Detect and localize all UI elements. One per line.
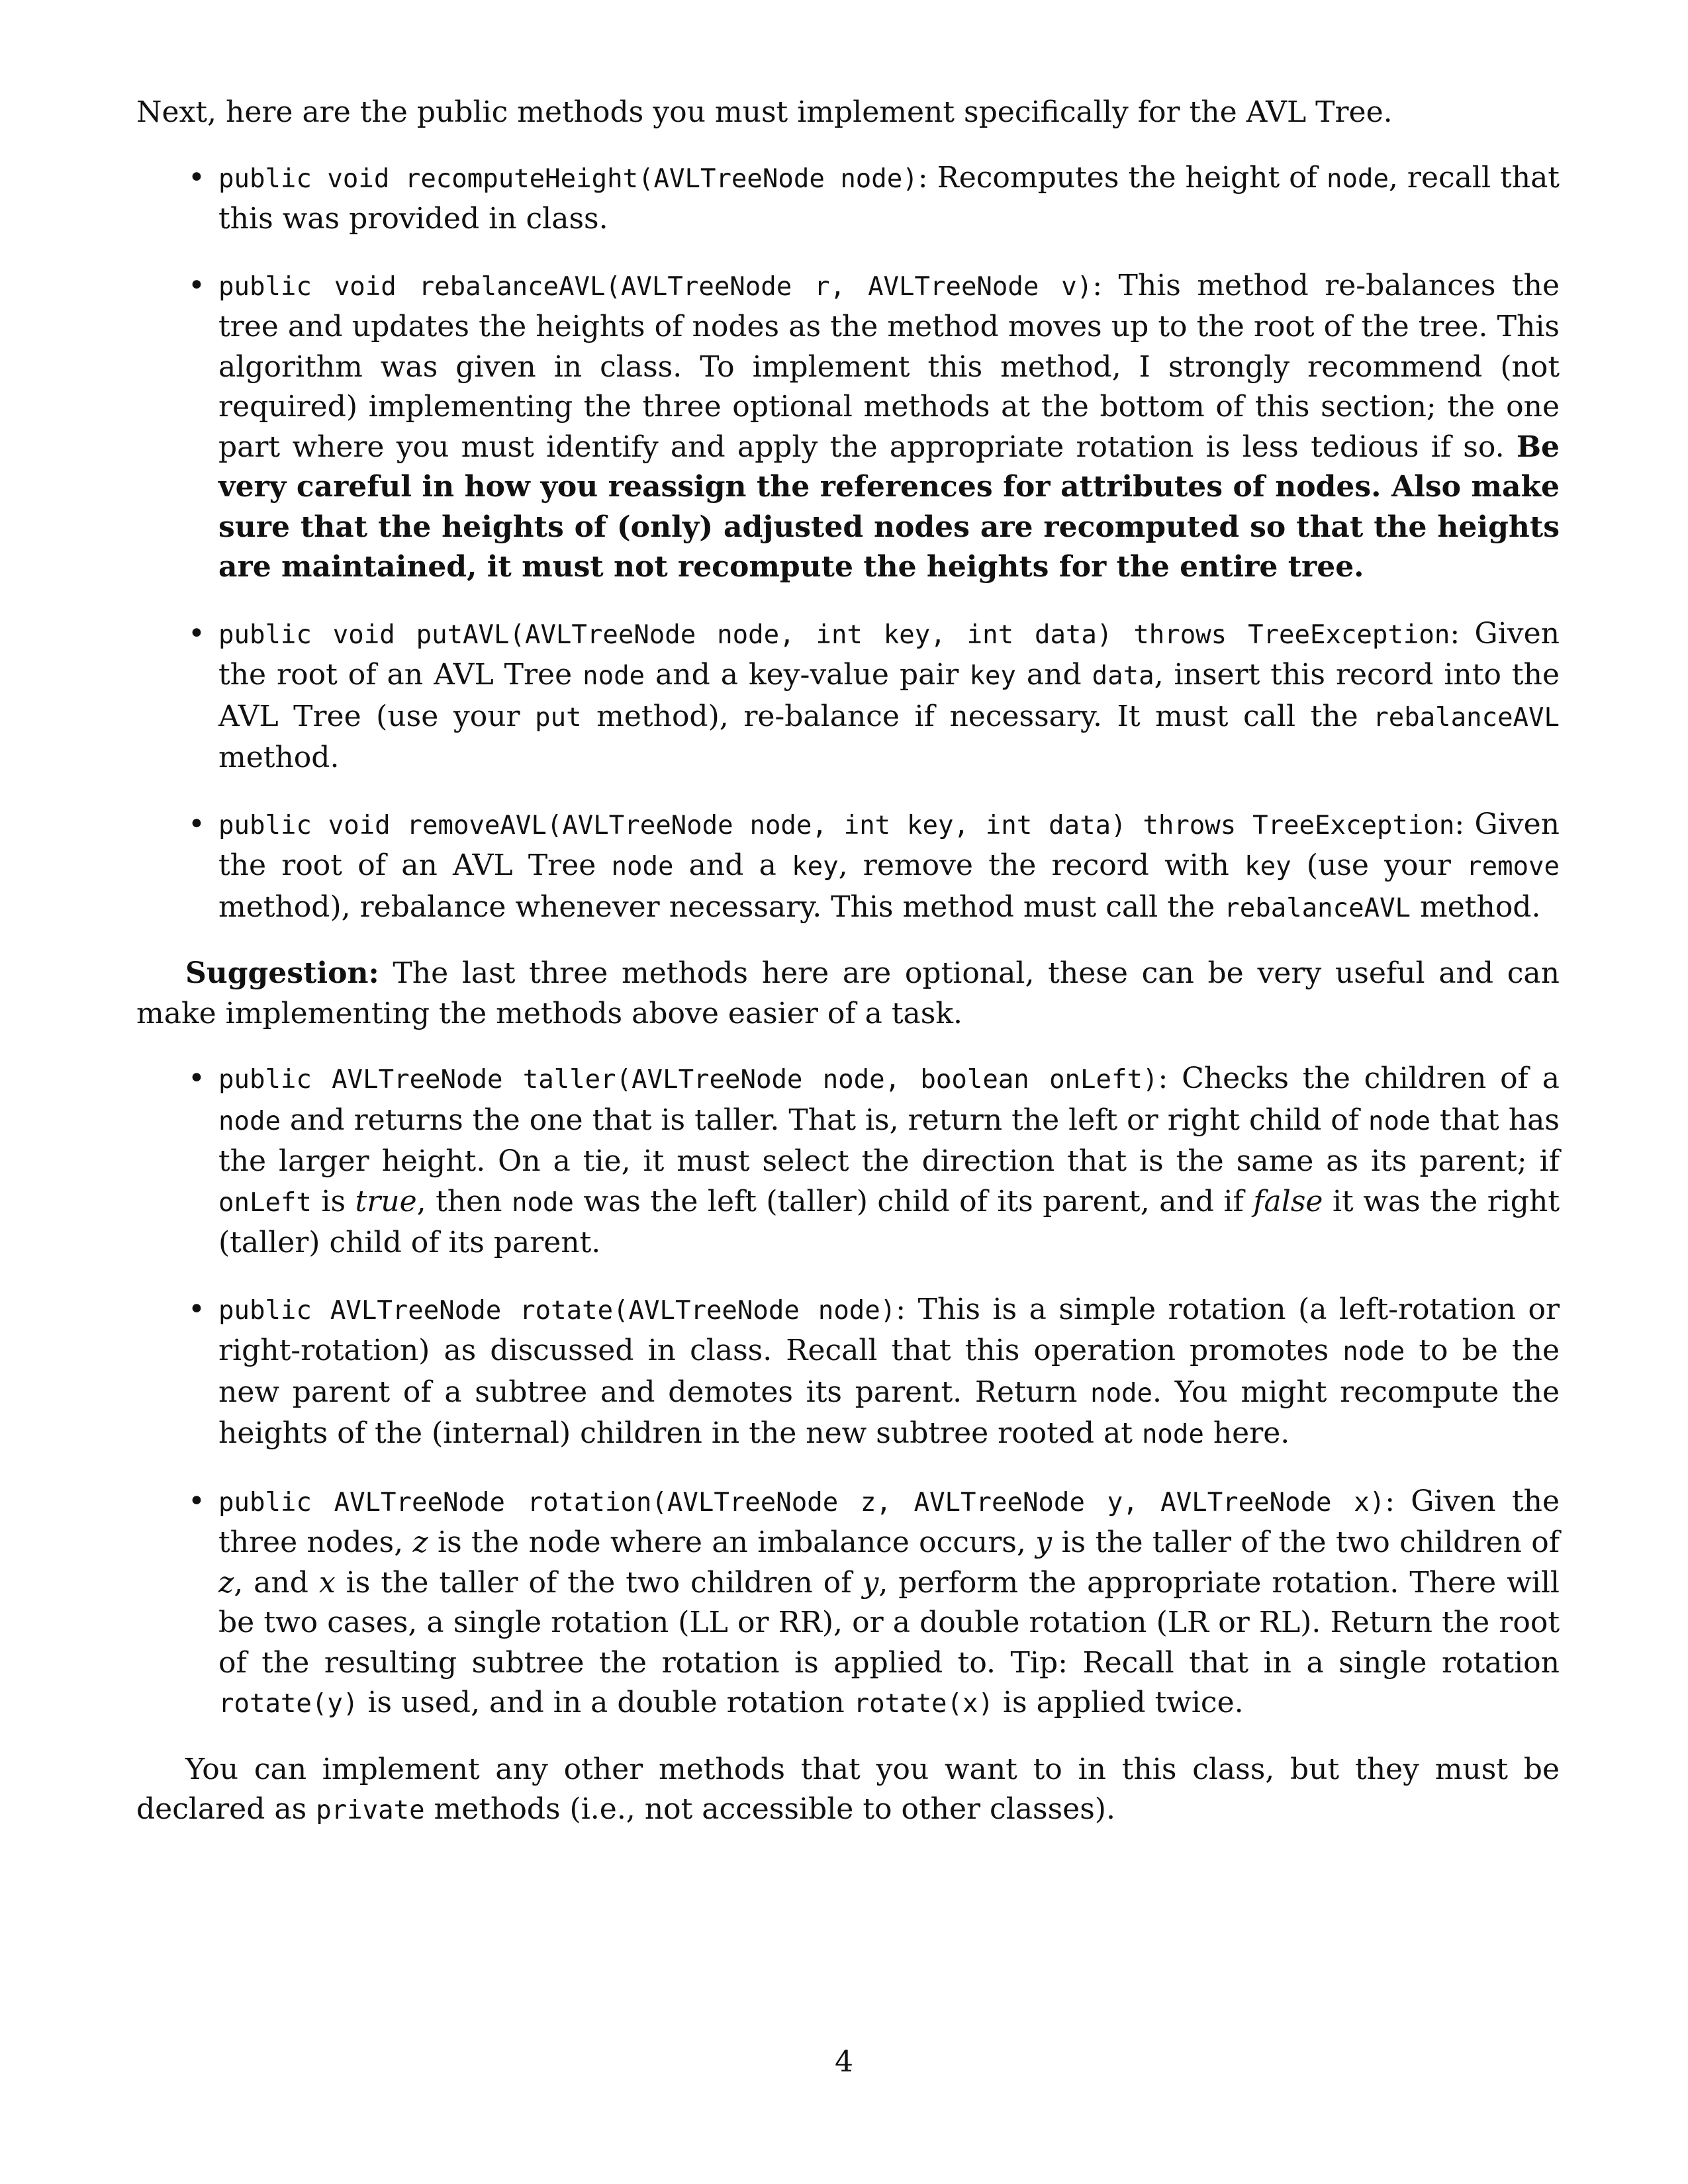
math-term: x [318,1565,336,1600]
intro-paragraph: Next, here are the public methods you must implement specifically for the AVL Tree. [136,95,1393,129]
suggestion-label: Suggestion: [185,956,379,990]
method-signature: public AVLTreeNode rotation(AVLTreeNode z, AVLTreeNode y, AVLTreeNode x) [218,1487,1385,1518]
method-item-rotation: • public AVLTreeNode rotation(AVLTreeNode z, AVLTreeNode y, AVLTreeNode x): Given the three nodes, z is the node where an imbalance occurs, y is the taller of the two children of z, and x is the taller of the two children of y, perform the appropriate rotation. There will be two cases, a single rotation (LL or RR), or a double rotation (LR or RL). Return the root of the resulting subtree the rotation is applied to. Tip: Recall that in a single rotation rotate(y) is used, and in a double rotation rotate(x) is applied twice. [136,1482,1560,1725]
inline-code: data [1092,661,1154,691]
math-term: true [355,1184,417,1218]
bullet-icon: • [188,268,205,302]
inline-code: node [1090,1378,1153,1408]
inline-code: node [1368,1106,1430,1136]
method-signature: public AVLTreeNode rotate(AVLTreeNode node) [218,1295,896,1326]
method-item-rotate: • public AVLTreeNode rotate(AVLTreeNode node): This is a simple rotation (a left-rotation or right-rotation) as discussed in class. Recall that this operation promotes node to be the new parent of a subtree and demotes its parent. Return node. You might recompute the heights of the (internal) children in the new subtree rooted at node here. [136,1290,1560,1455]
method-item-put-avl: • public void putAVL(AVLTreeNode node, int key, int data) throws TreeException: Given the root of an AVL Tree node and a key-value pair key and data, insert this record into the AVL Tree (use your put method), re-balance if necessary. It must call the rebalanceAVL method. [136,614,1560,778]
bullet-icon: • [188,1484,205,1518]
document-page [136,93,1560,1831]
method-signature: public AVLTreeNode taller(AVLTreeNode node, boolean onLeft) [218,1065,1158,1095]
bullet-icon: • [188,160,205,195]
inline-code: rebalanceAVL [1224,893,1411,923]
bullet-icon: • [188,1062,205,1095]
bullet-icon: • [188,807,205,841]
inline-code: node [218,1106,281,1136]
suggestion-paragraph: Suggestion: The last three methods here are optional, these can be very useful and can make implementing the methods above easier of a task. [136,956,1560,1030]
bullet-icon: • [188,1292,205,1326]
closing-paragraph: You can implement any other methods that you want to in this class, but they must be declared as private methods (i.e., not accessible to other classes). [136,1752,1560,1826]
inline-code: node [611,852,674,882]
inline-code: key [1244,852,1291,882]
inline-code: node [1327,163,1389,194]
optional-methods-list [136,1059,1560,1725]
inline-code: rotate(x) [853,1689,994,1719]
math-term: z [218,1565,234,1600]
inline-code: key [969,661,1016,691]
avl-methods-list [136,158,1560,929]
inline-code: remove [1466,852,1560,882]
inline-code: node [583,661,645,691]
method-signature: public void recomputeHeight(AVLTreeNode node) [218,163,918,194]
inline-code: node [1342,1337,1405,1367]
math-term: y [1035,1525,1053,1559]
method-item-recompute-height: • public void recomputeHeight(AVLTreeNode node): Recomputes the height of node, recall that this was provided in class. [136,158,1560,240]
method-signature: public void rebalanceAVL(AVLTreeNode r, AVLTreeNode v) [218,271,1093,302]
bullet-icon: • [188,616,205,651]
inline-code: node [1141,1420,1204,1449]
inline-code: onLeft [218,1187,312,1218]
method-signature: public void removeAVL(AVLTreeNode node, int key, int data) throws TreeException [218,810,1455,841]
inline-code: put [535,702,582,733]
inline-code: key [792,852,839,882]
bold-warning: Be very careful in how you reassign the references for attributes of nodes. Also make sure that the heights of (only) adjusted nodes are recomputed so that the heights are maintained, it must not recompute the heights for the entire tree. [218,430,1560,584]
inline-code: rotate(y) [218,1689,359,1719]
math-term: y [862,1565,879,1600]
method-signature: public void putAVL(AVLTreeNode node, int key, int data) throws TreeException [218,619,1450,650]
page-number: 4 [835,2045,853,2079]
math-term: false [1253,1184,1323,1218]
method-item-rebalance-avl: • public void rebalanceAVL(AVLTreeNode r, AVLTreeNode v): This method re-balances the tree and updates the heights of nodes as the method moves up to the root of the tree. This algorithm was given in class. To implement this method, I strongly recommend (not required) implementing the three optional methods at the bottom of this section; the one part where you must identify and apply the appropriate rotation is less tedious if so. Be very careful in how you reassign the references for attributes of nodes. Also make sure that the heights of (only) adjusted nodes are recomputed so that the heights are maintained, it must not recompute the heights for the entire tree. [136,266,1560,588]
method-item-taller: • public AVLTreeNode taller(AVLTreeNode node, boolean onLeft): Checks the children of a node and returns the one that is taller. That is, return the left or right child of node that has the larger height. On a tie, it must select the direction that is the same as its parent; if onLeft is true, then node was the left (taller) child of its parent, and if false it was the right (taller) child of its parent. [136,1059,1560,1263]
method-item-remove-avl: • public void removeAVL(AVLTreeNode node, int key, int data) throws TreeException: Given the root of an AVL Tree node and a key, remove the record with key (use your remove method), rebalance whenever necessary. This method must call the rebalanceAVL method. [136,805,1560,929]
inline-code: node [511,1187,574,1218]
math-term: z [412,1525,428,1559]
inline-code: private [316,1796,425,1825]
inline-code: rebalanceAVL [1373,702,1560,733]
